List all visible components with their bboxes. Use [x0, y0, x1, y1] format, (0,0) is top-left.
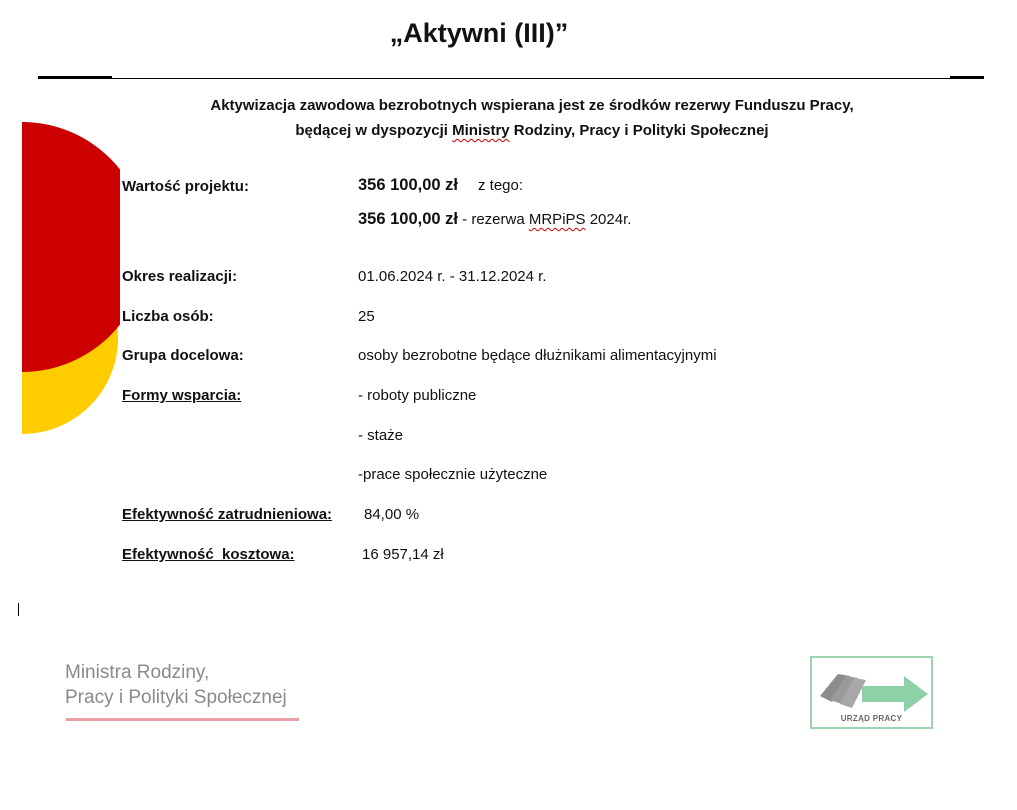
project-value-label: Wartość projektu:	[122, 178, 249, 195]
funding-note-ministry-word: Ministry	[452, 122, 510, 139]
cost-efficiency-value: 16 957,14 zł	[362, 546, 444, 563]
funding-note-line2	[112, 118, 952, 143]
ministry-logo	[65, 660, 287, 710]
support-form-item: - roboty publiczne	[358, 387, 477, 404]
decorative-arcs	[0, 110, 120, 440]
breakdown-mrpips: MRPiPS	[528, 211, 586, 228]
period-value: 01.06.2024 r. - 31.12.2024 r.	[358, 268, 547, 285]
target-group-value: osoby bezrobotne będące dłużnikami alimentacyjnymi	[358, 347, 717, 364]
project-value-amount: 356 100,00 zł	[358, 176, 458, 194]
labour-office-logo	[810, 656, 933, 729]
project-value-suffix: z tego:	[478, 177, 524, 194]
labour-office-label: URZĄD PRACY	[840, 714, 903, 723]
text-cursor	[18, 603, 19, 616]
arrow-right-icon	[862, 676, 928, 712]
persons-label: Liczba osób:	[122, 308, 214, 325]
funding-note-line1: Aktywizacja zawodowa bezrobotnych wspierana jest ze środków rezerwy Funduszu Pracy,	[210, 97, 854, 114]
funding-note	[112, 93, 952, 143]
project-value-breakdown	[358, 210, 631, 229]
page-title: „Aktywni (III)”	[389, 18, 569, 48]
title-divider	[38, 78, 984, 79]
persons-value: 25	[358, 308, 375, 325]
breakdown-amount: 356 100,00 zł	[358, 210, 458, 228]
employment-efficiency-label: Efektywność zatrudnieniowa:	[122, 506, 333, 523]
target-group-label: Grupa docelowa:	[122, 347, 244, 364]
labour-office-emblem	[812, 658, 931, 714]
ministry-logo-line1: Ministra Rodziny,	[65, 662, 210, 683]
project-value	[358, 176, 523, 195]
support-form-item: - staże	[358, 427, 404, 444]
ministry-logo-bar	[66, 718, 299, 721]
support-form-item: -prace społecznie użyteczne	[358, 466, 548, 483]
employment-efficiency-value: 84,00 %	[364, 506, 420, 523]
breakdown-pre: - rezerwa	[458, 211, 529, 228]
ministry-logo-line2: Pracy i Polityki Społecznej	[65, 687, 287, 708]
funding-note-line2-pre: będącej w dyspozycji	[295, 122, 453, 139]
breakdown-post: 2024r.	[585, 211, 632, 228]
period-label: Okres realizacji:	[122, 268, 238, 285]
cost-efficiency-label: Efektywność kosztowa:	[122, 546, 295, 563]
red-arc	[22, 122, 120, 372]
support-forms-label: Formy wsparcia:	[122, 387, 242, 404]
rule-right-accent	[950, 76, 984, 79]
funding-note-line2-post: Rodziny, Pracy i Polityki Społecznej	[509, 122, 769, 139]
